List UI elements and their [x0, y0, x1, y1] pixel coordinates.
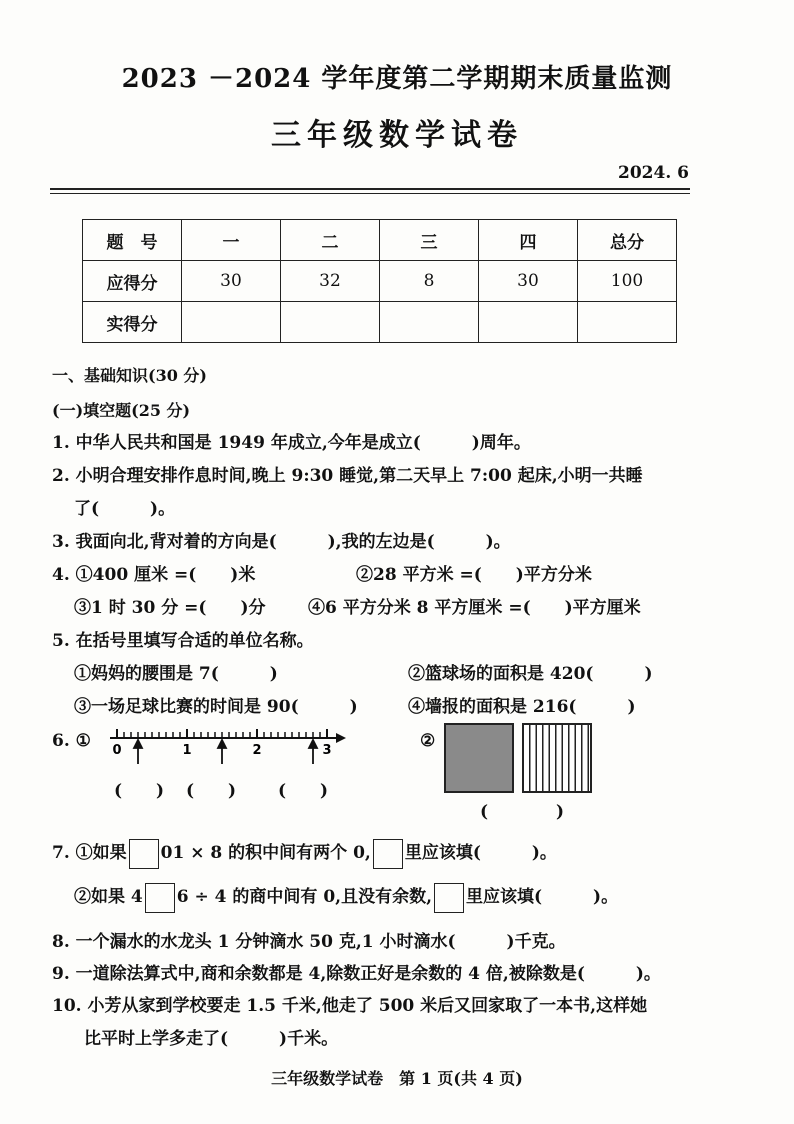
question-7a-post: 01 × 8 的积中间有两个 0, — [160, 843, 371, 863]
table-cell: 32 — [281, 261, 380, 302]
question-7a — [52, 838, 557, 869]
question-3: 3. 我面向北,背对着的方向是( ),我的左边是( )。 — [52, 532, 511, 552]
score-input-cell[interactable] — [479, 302, 578, 343]
question-5a: ①妈妈的腰围是 7( ) — [74, 664, 278, 684]
table-cell: 应得分 — [83, 261, 182, 302]
table-cell: 题 号 — [83, 220, 182, 261]
arrow-head-icon — [336, 733, 346, 743]
header-rule-thin — [50, 193, 690, 194]
question-4a: 4. ①400 厘米 =( )米 — [52, 565, 256, 585]
table-cell: 实得分 — [83, 302, 182, 343]
tick-label: 2 — [252, 743, 262, 758]
score-table — [82, 219, 677, 343]
blank-1[interactable]: ( ) — [114, 781, 165, 801]
question-5b: ②篮球场的面积是 420( ) — [408, 664, 653, 684]
question-5: 5. 在括号里填写合适的单位名称。 — [52, 631, 314, 651]
question-4c: ③1 时 30 分 =( )分 — [74, 598, 266, 618]
question-7b — [74, 882, 618, 913]
exam-title: 2023 －2024 学年度第二学期期末质量监测 — [121, 64, 673, 94]
question-10-cont: 比平时上学多走了( )千米。 — [84, 1029, 339, 1049]
up-arrows — [134, 740, 317, 764]
question-6-label: 6. ① — [52, 731, 91, 751]
table-cell: 四 — [479, 220, 578, 261]
question-7b-mid: 6 ÷ 4 的商中间有 0,且没有余数, — [176, 887, 432, 907]
page-footer: 三年级数学试卷 第 1 页(共 4 页) — [271, 1069, 523, 1088]
tick-label: 1 — [182, 743, 192, 758]
question-9: 9. 一道除法算式中,商和余数都是 4,除数正好是余数的 4 倍,被除数是( )。 — [52, 964, 661, 984]
question-10: 10. 小芳从家到学校要走 1.5 千米,他走了 500 米后又回家取了一本书,这样她 — [52, 996, 648, 1016]
exam-subtitle: 三年级数学试卷 — [271, 118, 523, 153]
question-1: 1. 中华人民共和国是 1949 年成立,今年是成立( )周年。 — [52, 433, 531, 453]
question-6-part2-label: ② — [420, 731, 436, 751]
shaded-square — [444, 723, 514, 793]
table-cell: 总分 — [578, 220, 677, 261]
question-5c: ③一场足球比赛的时间是 90( ) — [74, 697, 358, 717]
question-8: 8. 一个漏水的水龙头 1 分钟滴水 50 克,1 小时滴水( )千克。 — [52, 932, 566, 952]
table-cell: 三 — [380, 220, 479, 261]
blank-4[interactable]: ( ) — [480, 802, 565, 822]
score-input-cell[interactable] — [182, 302, 281, 343]
table-cell: 100 — [578, 261, 677, 302]
digit-box[interactable] — [129, 839, 159, 869]
question-4d: ④6 平方分米 8 平方厘米 =( )平方厘米 — [308, 598, 641, 618]
exam-date: 2024. 6 — [618, 163, 689, 183]
question-2: 2. 小明合理安排作息时间,晚上 9:30 睡觉,第二天早上 7:00 起床,小明一共睡 — [52, 466, 643, 486]
table-row — [83, 220, 677, 261]
table-cell: 8 — [380, 261, 479, 302]
tick-label: 0 — [112, 743, 122, 758]
subsection-title: (一)填空题(25 分) — [52, 401, 191, 420]
table-cell: 二 — [281, 220, 380, 261]
question-2-cont: 了( )。 — [74, 499, 176, 519]
table-cell: 一 — [182, 220, 281, 261]
digit-box[interactable] — [434, 883, 464, 913]
question-4b: ②28 平方米 =( )平方分米 — [356, 565, 592, 585]
question-7a-end: 里应该填( )。 — [404, 843, 557, 863]
striped-square — [522, 723, 592, 793]
score-input-cell[interactable] — [578, 302, 677, 343]
table-row — [83, 302, 677, 343]
digit-box[interactable] — [145, 883, 175, 913]
score-input-cell[interactable] — [380, 302, 479, 343]
table-row — [83, 261, 677, 302]
section-title: 一、基础知识(30 分) — [52, 366, 207, 385]
question-5d: ④墙报的面积是 216( ) — [408, 697, 636, 717]
table-cell: 30 — [182, 261, 281, 302]
question-7b-pre: ②如果 4 — [74, 887, 143, 907]
question-7a-pre: 7. ①如果 — [52, 843, 127, 863]
blank-3[interactable]: ( ) — [278, 781, 329, 801]
header-rule — [50, 188, 690, 190]
blank-2[interactable]: ( ) — [186, 781, 237, 801]
question-7b-end: 里应该填( )。 — [466, 887, 619, 907]
table-cell: 30 — [479, 261, 578, 302]
digit-box[interactable] — [373, 839, 403, 869]
score-input-cell[interactable] — [281, 302, 380, 343]
tick-label: 3 — [322, 743, 332, 758]
